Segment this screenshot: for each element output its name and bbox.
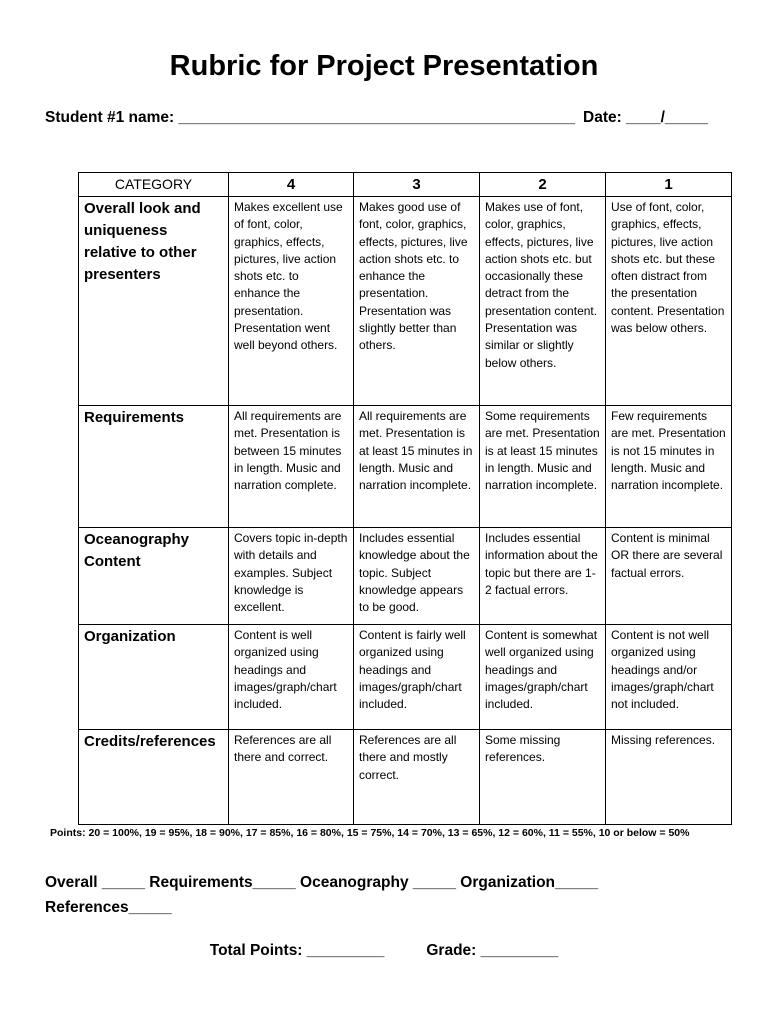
criteria-cell: Content is fairly well organized using headings and images/graph/chart included. <box>354 625 480 730</box>
criteria-cell: References are all there and correct. <box>229 730 354 825</box>
criteria-cell: Use of font, color, graphics, effects, pictures, live action shots etc. but these often distract from the presentation content. Presentation was below others. <box>606 197 732 406</box>
header-category: CATEGORY <box>79 173 229 197</box>
student-info-line <box>45 109 735 127</box>
criteria-cell: Covers topic in-depth with details and examples. Subject knowledge is excellent. <box>229 528 354 625</box>
header-row <box>79 173 732 197</box>
table-row <box>79 730 732 825</box>
header-score-1: 1 <box>606 173 732 197</box>
page-title: Rubric for Project Presentation <box>169 50 599 82</box>
criteria-cell: References are all there and mostly correct. <box>354 730 480 825</box>
criteria-cell: Includes essential information about the topic but there are 1-2 factual errors. <box>480 528 606 625</box>
criteria-cell: Makes good use of font, color, graphics, effects, pictures, live action shots etc. to enhance the presentation. Presentation was slightly better than others. <box>354 197 480 406</box>
references-score-field[interactable]: References_____ <box>45 899 172 916</box>
category-cell: Credits/references <box>79 730 229 825</box>
criteria-cell: Content is well organized using headings and images/graph/chart included. <box>229 625 354 730</box>
criteria-cell: Content is minimal OR there are several factual errors. <box>606 528 732 625</box>
table-row <box>79 528 732 625</box>
header-score-3: 3 <box>354 173 480 197</box>
criteria-cell: Few requirements are met. Presentation is not 15 minutes in length. Music and narration incomplete. <box>606 406 732 528</box>
total-points-field[interactable]: Total Points: _________ <box>209 942 385 959</box>
score-fields-line[interactable]: Overall _____ Requirements_____ Oceanography _____ Organization_____ <box>45 874 599 891</box>
grade-field[interactable]: Grade: _________ <box>426 942 559 959</box>
category-cell: Organization <box>79 625 229 730</box>
date-field[interactable]: Date: ____/_____ <box>583 109 709 126</box>
totals-line <box>0 942 768 960</box>
criteria-cell: Missing references. <box>606 730 732 825</box>
table-row <box>79 197 732 406</box>
category-cell: Overall look and uniqueness relative to other presenters <box>79 197 229 406</box>
points-scale: Points: 20 = 100%, 19 = 95%, 18 = 90%, 17 = 85%, 16 = 80%, 15 = 75%, 14 = 70%, 13 = 65%, 12 = 60%, 11 = 55%, 10 or below = 50% <box>50 827 690 839</box>
table-row <box>79 625 732 730</box>
rubric-table <box>78 172 732 825</box>
student-name-field[interactable]: Student #1 name: ______________________________________________ <box>45 109 576 126</box>
criteria-cell: Content is somewhat well organized using headings and images/graph/chart included. <box>480 625 606 730</box>
score-lines <box>45 870 725 920</box>
header-score-2: 2 <box>480 173 606 197</box>
criteria-cell: All requirements are met. Presentation is at least 15 minutes in length. Music and narration incomplete. <box>354 406 480 528</box>
criteria-cell: Makes excellent use of font, color, graphics, effects, pictures, live action shots etc. to enhance the presentation. Presentation went well beyond others. <box>229 197 354 406</box>
criteria-cell: Content is not well organized using headings and/or images/graph/chart not included. <box>606 625 732 730</box>
category-cell: Requirements <box>79 406 229 528</box>
criteria-cell: Some requirements are met. Presentation is at least 15 minutes in length. Music and narration incomplete. <box>480 406 606 528</box>
table-row <box>79 406 732 528</box>
criteria-cell: Some missing references. <box>480 730 606 825</box>
criteria-cell: Makes use of font, color, graphics, effects, pictures, live action shots etc. but occasionally these detract from the presentation content. Presentation was similar or slightly below others. <box>480 197 606 406</box>
header-score-4: 4 <box>229 173 354 197</box>
criteria-cell: All requirements are met. Presentation is between 15 minutes in length. Music and narration complete. <box>229 406 354 528</box>
category-cell: Oceanography Content <box>79 528 229 625</box>
criteria-cell: Includes essential knowledge about the topic. Subject knowledge appears to be good. <box>354 528 480 625</box>
